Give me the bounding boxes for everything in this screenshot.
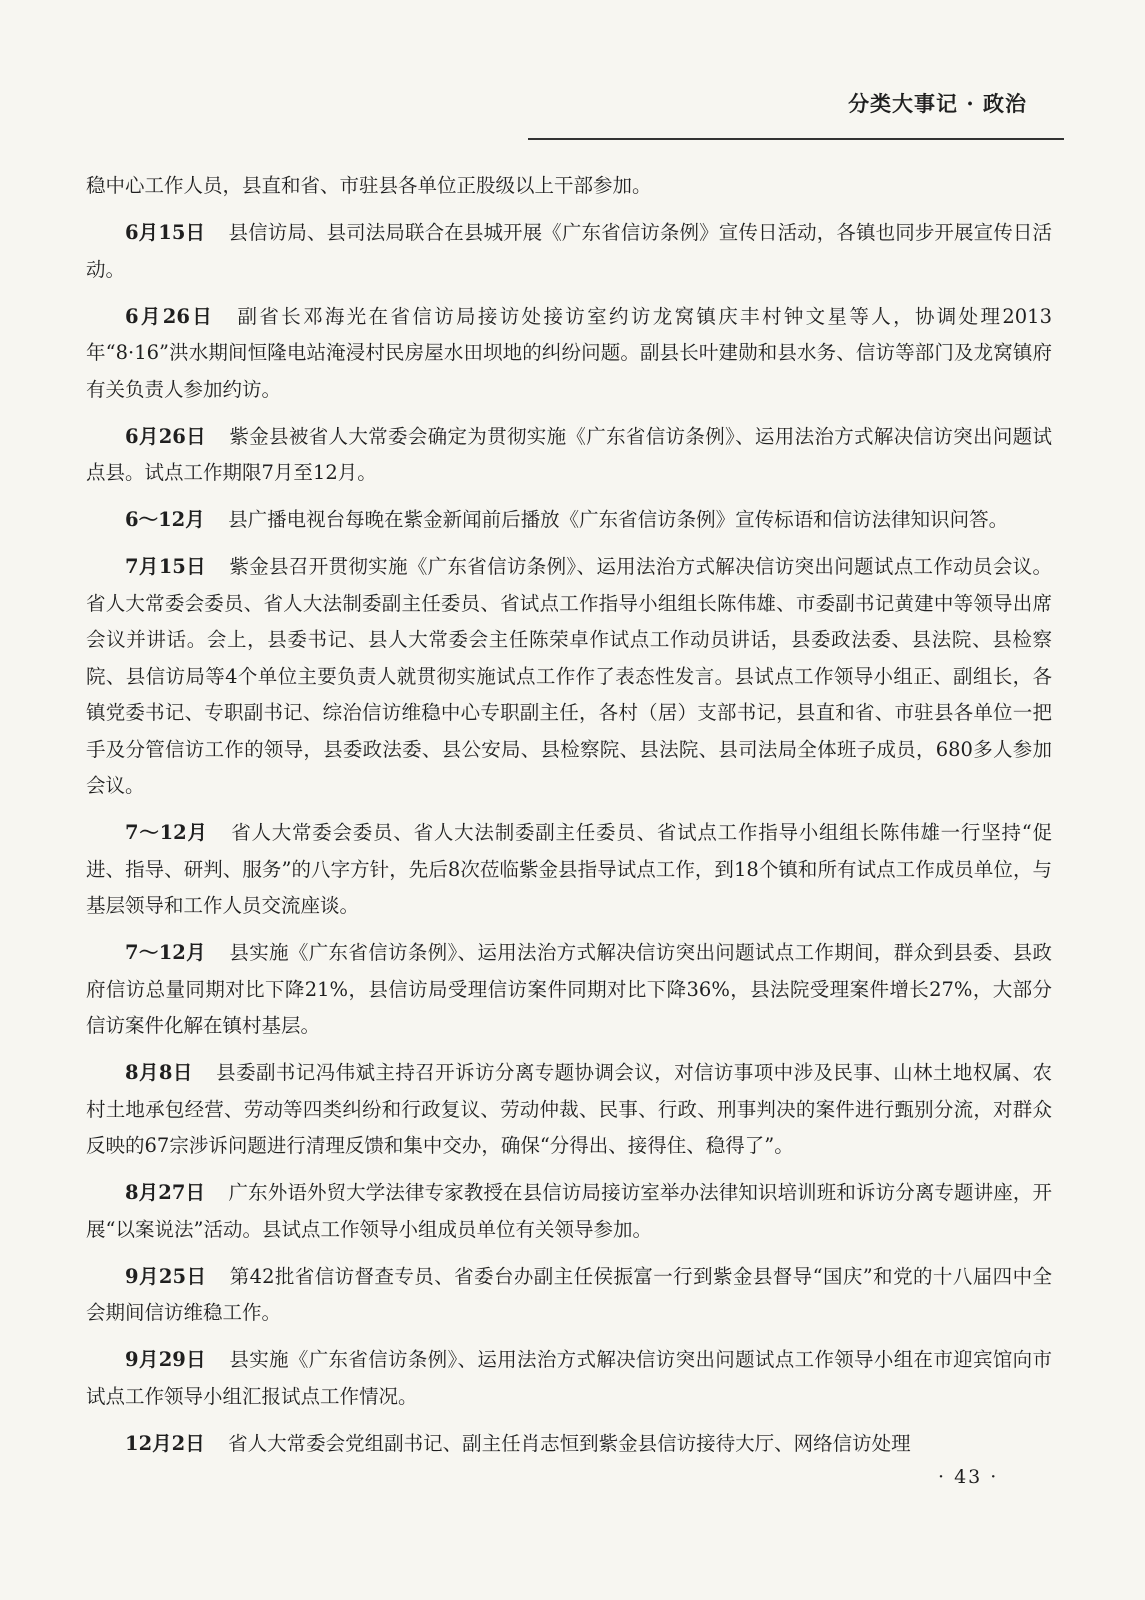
document-body [86, 168, 1052, 1473]
entry [86, 299, 1052, 409]
page-number: · 43 · [938, 1466, 999, 1488]
entry [86, 1055, 1052, 1165]
entry-date: 9月25日 [125, 1264, 207, 1288]
entry-date: 6月26日 [125, 304, 215, 328]
entry-text: 紫金县召开贯彻实施《广东省信访条例》、运用法治方式解决信访突出问题试点工作动员会议。省人大常委会委员、省人大法制委副主任委员、省试点工作指导小组组长陈伟雄、市委副书记黄建中等领导出席会议并讲话。会上，县委书记、县人大常委会主任陈荣卓作试点工作动员讲话，县委政法委、县法院、县检察院、县信访局等4个单位主要负责人就贯彻实施试点工作作了表态性发言。县试点工作领导小组正、副组长，各镇党委书记、专职副书记、综治信访维稳中心专职副主任，各村（居）支部书记，县直和省、市驻县各单位一把手及分管信访工作的领导，县委政法委、县公安局、县检察院、县法院、县司法局全体班子成员，680多人参加会议。 [86, 555, 1052, 797]
entry [86, 419, 1052, 492]
entry-text: 县信访局、县司法局联合在县城开展《广东省信访条例》宣传日活动，各镇也同步开展宣传日活动。 [86, 221, 1052, 281]
entry-text: 省人大常委会委员、省人大法制委副主任委员、省试点工作指导小组组长陈伟雄一行坚持“促进、指导、研判、服务”的八字方针，先后8次莅临紫金县指导试点工作，到18个镇和所有试点工作成员单位，与基层领导和工作人员交流座谈。 [86, 821, 1052, 917]
entry [86, 1426, 1052, 1463]
entry-text: 县实施《广东省信访条例》、运用法治方式解决信访突出问题试点工作期间，群众到县委、县政府信访总量同期对比下降21%，县信访局受理信访案件同期对比下降36%，县法院受理案件增长27%，大部分信访案件化解在镇村基层。 [86, 941, 1052, 1037]
header-section: 政治 [983, 91, 1027, 116]
entry [86, 815, 1052, 925]
entry-continuation [86, 168, 1052, 205]
entry-date: 8月8日 [125, 1061, 193, 1084]
entry [86, 1175, 1052, 1248]
entry-date: 6～12月 [125, 508, 205, 531]
entry-text: 县委副书记冯伟斌主持召开诉访分离专题协调会议，对信访事项中涉及民事、山林土地权属、农村土地承包经营、劳动等四类纠纷和行政复议、劳动仲裁、民事、行政、刑事判决的案件进行甄别分流，对群众反映的67宗涉诉问题进行清理反馈和集中交办，确保“分得出、接得住、稳得了”。 [86, 1061, 1052, 1157]
entry-date: 7～12月 [125, 821, 208, 844]
running-header [848, 88, 1027, 118]
entry-text: 广东外语外贸大学法律专家教授在县信访局接访室举办法律知识培训班和诉访分离专题讲座，开展“以案说法”活动。县试点工作领导小组成员单位有关领导参加。 [86, 1181, 1052, 1241]
entry [86, 215, 1052, 288]
entry [86, 549, 1052, 805]
entry [86, 935, 1052, 1045]
entry-text: 第42批省信访督查专员、省委台办副主任侯振富一行到紫金县督导“国庆”和党的十八届四中全会期间信访维稳工作。 [86, 1264, 1052, 1324]
entry-text: 省人大常委会党组副书记、副主任肖志恒到紫金县信访接待大厅、网络信访处理 [228, 1431, 911, 1455]
entry-text: 稳中心工作人员，县直和省、市驻县各单位正股级以上干部参加。 [86, 174, 652, 197]
header-rule [528, 138, 1064, 140]
entry [86, 502, 1052, 539]
entry-date: 7～12月 [125, 941, 207, 964]
entry-text: 县广播电视台每晚在紫金新闻前后播放《广东省信访条例》宣传标语和信访法律知识问答。 [228, 508, 1009, 531]
entry-date: 6月15日 [125, 221, 206, 244]
entry-date: 7月15日 [125, 555, 207, 578]
entry-date: 12月2日 [125, 1431, 205, 1455]
entry-text: 副省长邓海光在省信访局接访处接访室约访龙窝镇庆丰村钟文星等人，协调处理2013年“8·16”洪水期间恒隆电站淹浸村民房屋水田坝地的纠纷问题。副县长叶建勋和县水务、信访等部门及龙窝镇府有关负责人参加约访。 [86, 304, 1052, 401]
entry-text: 县实施《广东省信访条例》、运用法治方式解决信访突出问题试点工作领导小组在市迎宾馆向市试点工作领导小组汇报试点工作情况。 [86, 1348, 1052, 1408]
entry-date: 8月27日 [125, 1181, 206, 1204]
entry [86, 1342, 1052, 1415]
header-separator: · [958, 91, 983, 116]
entry [86, 1259, 1052, 1332]
entry-date: 6月26日 [125, 424, 207, 448]
header-title: 分类大事记 [848, 91, 959, 116]
entry-date: 9月29日 [125, 1348, 207, 1371]
entry-text: 紫金县被省人大常委会确定为贯彻实施《广东省信访条例》、运用法治方式解决信访突出问题试点县。试点工作期限7月至12月。 [86, 424, 1052, 484]
